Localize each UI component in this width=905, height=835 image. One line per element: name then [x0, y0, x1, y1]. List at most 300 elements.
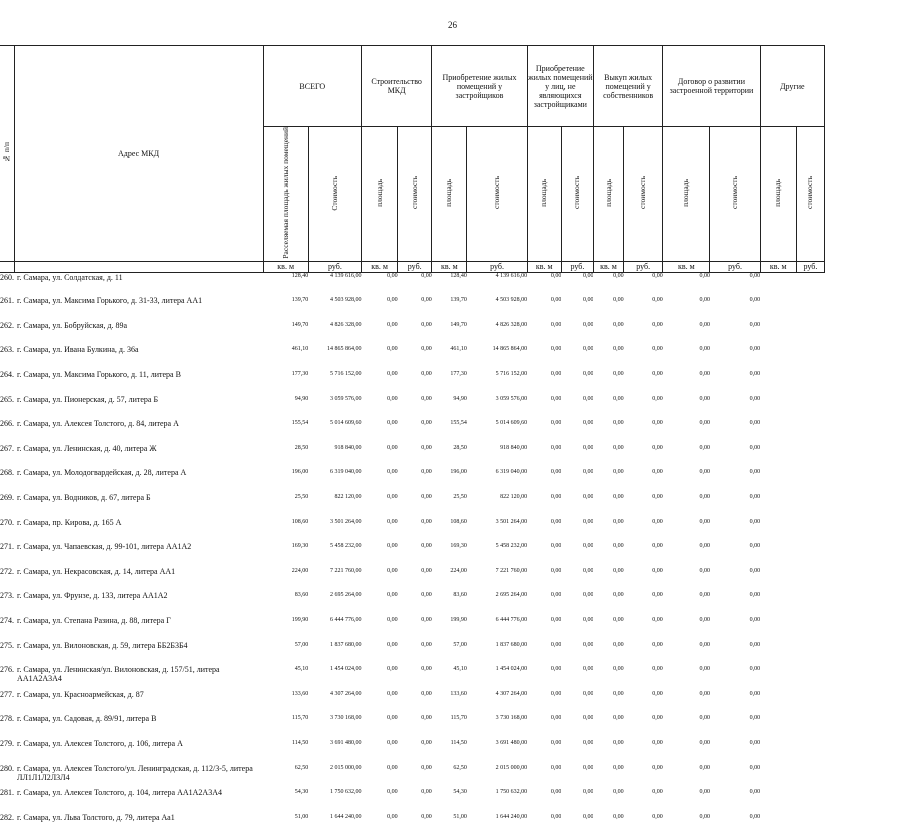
row-value: 0,00: [699, 567, 710, 574]
row-value: 0,00: [421, 543, 432, 550]
row-value: 0,00: [749, 739, 761, 746]
row-value: 0,00: [652, 690, 663, 697]
row-value: 0,00: [550, 469, 562, 476]
row-address: г. Самара, ул. Фрунзе, д. 133, литера АА1А2: [17, 591, 168, 601]
row-value: 0,00: [613, 641, 624, 648]
row-value: 2 015 000,00: [330, 764, 362, 771]
table-row: [0, 368, 825, 393]
header-development-contract: Договор о развитии застроенной территории: [663, 46, 760, 127]
row-value: 0,00: [699, 641, 710, 648]
row-value-empty: [796, 639, 824, 664]
row-value: 0,00: [749, 616, 761, 623]
unit-sqm: кв. м: [760, 261, 796, 272]
row-value: 2 695 264,00: [495, 592, 528, 599]
sub-cost: стоимость: [710, 127, 760, 262]
row-value: 0,00: [613, 666, 624, 673]
row-value: 199,90: [291, 616, 309, 623]
row-value-empty: [760, 319, 796, 344]
row-value: 0,00: [582, 641, 594, 648]
row-value: 0,00: [550, 764, 562, 771]
row-value-empty: [796, 272, 824, 294]
row-address: г. Самара, ул. Красноармейская, д. 87: [17, 689, 144, 699]
row-value-empty: [760, 565, 796, 590]
row-value: 918 840,00: [500, 444, 528, 451]
row-value: 0,00: [550, 543, 562, 550]
unit-rub: руб.: [398, 261, 432, 272]
row-value: 461,10: [291, 346, 309, 353]
row-value: 0,00: [421, 518, 432, 525]
row-number: 263.: [0, 345, 14, 355]
row-value-empty: [796, 712, 824, 737]
row-number: 269.: [0, 492, 14, 502]
row-value: 0,00: [550, 666, 562, 673]
row-value: 0,00: [749, 346, 761, 353]
row-value-empty: [760, 294, 796, 319]
row-value: 224,00: [450, 567, 467, 574]
row-value: 45,10: [294, 666, 309, 673]
row-value: 0,00: [699, 616, 710, 623]
unit-rub: руб.: [624, 261, 663, 272]
row-value: 0,00: [613, 789, 624, 796]
row-value-empty: [760, 540, 796, 565]
unit-sqm: кв. м: [362, 261, 398, 272]
row-value: 83,60: [453, 592, 467, 599]
row-value: 133,60: [291, 690, 309, 697]
row-value: 0,00: [387, 813, 398, 820]
row-value-empty: [760, 272, 796, 294]
sub-cost: стоимость: [398, 127, 432, 262]
header-purchase-non-developers: Приобретение жилых помещений у лиц, не являющихся застройщиками: [527, 46, 593, 127]
row-value: 0,00: [387, 666, 398, 673]
row-value: 3 501 264,00: [495, 518, 528, 525]
row-address: г. Самара, ул. Ленинская, д. 40, литера Ж: [17, 443, 157, 453]
row-value: 115,70: [450, 715, 467, 722]
row-number: 280.: [0, 763, 14, 773]
row-value: 0,00: [652, 518, 663, 525]
row-value: 0,00: [749, 518, 761, 525]
row-value: 128,40: [450, 272, 467, 279]
row-value: 0,00: [582, 666, 594, 673]
row-value: 0,00: [699, 371, 710, 377]
row-value-empty: [760, 614, 796, 639]
row-value: 0,00: [387, 715, 398, 722]
row-address: г. Самара, ул. Максима Горького, д. 31-33, литера АА1: [17, 296, 203, 306]
row-value: 461,10: [450, 346, 467, 353]
row-value: 51,00: [294, 813, 309, 820]
row-address: г. Самара, ул. Алексея Толстого, д. 84, литера А: [17, 419, 179, 429]
row-value: 133,60: [450, 690, 467, 697]
row-value: 0,00: [421, 493, 432, 500]
row-value: 45,10: [453, 666, 467, 673]
row-value: 0,00: [421, 666, 432, 673]
header-construction: Строительство МКД: [362, 46, 432, 127]
sub-area: площадь: [362, 127, 398, 262]
row-value: 0,00: [582, 764, 594, 771]
row-value: 0,00: [550, 444, 562, 451]
row-value: 0,00: [699, 715, 710, 722]
row-value: 0,00: [613, 321, 624, 328]
row-value: 0,00: [387, 518, 398, 525]
row-number: 260.: [0, 272, 14, 282]
row-value: 0,00: [613, 739, 624, 746]
row-value: 94,90: [453, 395, 467, 402]
row-value: 177,30: [291, 371, 309, 377]
row-value: 0,00: [387, 690, 398, 697]
row-value: 169,30: [450, 543, 467, 550]
row-value: 0,00: [749, 690, 761, 697]
row-value: 4 139 616,00: [495, 272, 528, 279]
sub-cost: стоимость: [796, 127, 824, 262]
row-value: 0,00: [582, 690, 594, 697]
row-value: 0,00: [699, 346, 710, 353]
row-address: г. Самара, ул. Алексея Толстого, д. 106, литера А: [17, 738, 183, 748]
row-value: 114,50: [450, 739, 467, 746]
row-value: 0,00: [550, 420, 562, 427]
sub-cost: Стоимость: [308, 127, 361, 262]
row-value: 0,00: [613, 469, 624, 476]
row-value: 918 840,00: [334, 444, 362, 451]
row-value-empty: [796, 417, 824, 442]
row-value: 0,00: [421, 592, 432, 599]
row-address: г. Самара, ул. Льва Толстого, д. 79, литера Аа1: [17, 812, 175, 822]
row-number: 268.: [0, 468, 14, 478]
row-value: 5 458 232,00: [330, 543, 362, 550]
row-value: 0,00: [699, 764, 710, 771]
row-value-empty: [760, 343, 796, 368]
row-value: 0,00: [421, 813, 432, 820]
row-value: 0,00: [749, 789, 761, 796]
row-address: г. Самара, ул. Некрасовская, д. 14, литера АА1: [17, 566, 176, 576]
row-value-empty: [760, 737, 796, 762]
row-value: 0,00: [550, 690, 562, 697]
row-value-empty: [760, 712, 796, 737]
row-value: 0,00: [749, 444, 761, 451]
row-value: 7 221 760,00: [330, 567, 362, 574]
row-value: 0,00: [699, 444, 710, 451]
row-value: 0,00: [387, 321, 398, 328]
row-value: 0,00: [550, 813, 562, 820]
row-value: 0,00: [699, 395, 710, 402]
row-number: 267.: [0, 443, 14, 453]
row-value: 3 691 480,00: [495, 739, 528, 746]
row-value: 0,00: [387, 567, 398, 574]
row-value: 0,00: [421, 272, 432, 279]
row-value: 0,00: [421, 420, 432, 427]
row-number: 265.: [0, 394, 14, 404]
row-address: г. Самара, ул. Садовая, д. 89/91, литера В: [17, 714, 157, 724]
row-value-empty: [760, 491, 796, 516]
row-value: 196,00: [450, 469, 467, 476]
row-value: 6 319 040,00: [495, 469, 528, 476]
header-num: № п/п: [0, 46, 14, 262]
row-value: 0,00: [550, 395, 562, 402]
row-value: 0,00: [699, 739, 710, 746]
row-value: 1 454 024,00: [330, 666, 362, 673]
row-value: 0,00: [387, 346, 398, 353]
row-value: 0,00: [652, 641, 663, 648]
row-value-empty: [760, 786, 796, 811]
table-row: [0, 417, 825, 442]
row-value-empty: [796, 589, 824, 614]
row-number: 271.: [0, 542, 14, 552]
sub-area: площадь: [760, 127, 796, 262]
row-value: 0,00: [387, 469, 398, 476]
row-value: 0,00: [421, 395, 432, 402]
row-value: 0,00: [550, 518, 562, 525]
row-value: 0,00: [550, 641, 562, 648]
row-value: 0,00: [699, 272, 710, 279]
row-value: 0,00: [387, 641, 398, 648]
row-value: 0,00: [421, 739, 432, 746]
row-value: 0,00: [749, 567, 761, 574]
row-value-empty: [760, 811, 796, 835]
row-address: г. Самара, ул. Алексея Толстого, д. 104, литера АА1А2А3А4: [17, 788, 222, 798]
row-address: г. Самара, ул. Бобруйская, д. 89а: [17, 320, 128, 330]
row-value: 0,00: [699, 543, 710, 550]
sub-cost: стоимость: [624, 127, 663, 262]
row-value-empty: [796, 343, 824, 368]
row-value: 0,00: [550, 789, 562, 796]
row-value: 169,30: [291, 543, 309, 550]
row-value: 0,00: [749, 297, 761, 304]
row-value: 0,00: [582, 543, 594, 550]
row-value: 0,00: [652, 715, 663, 722]
table-row: [0, 565, 825, 590]
row-value: 28,50: [453, 444, 467, 451]
row-value: 0,00: [387, 395, 398, 402]
row-address: г. Самара, ул. Алексея Толстого/ул. Ленинградская, д. 112/3-5, литера ЛЛ1Л1Л2Л3Л4: [17, 763, 253, 782]
sub-area: площадь: [527, 127, 561, 262]
row-value: 57,00: [294, 641, 309, 648]
row-value: 0,00: [749, 813, 761, 820]
row-value: 0,00: [749, 469, 761, 476]
row-value: 5 716 152,00: [330, 371, 362, 377]
table-row: [0, 712, 825, 737]
row-value: 0,00: [582, 469, 594, 476]
row-number: 264.: [0, 370, 14, 379]
row-value-empty: [760, 589, 796, 614]
row-value: 1 644 240,00: [330, 813, 362, 820]
row-value: 196,00: [291, 469, 309, 476]
table-body: [0, 272, 825, 835]
row-value-empty: [796, 737, 824, 762]
row-value: 4 826 328,00: [330, 321, 362, 328]
row-value: 54,30: [294, 789, 309, 796]
sub-cost: стоимость: [561, 127, 593, 262]
row-number: 270.: [0, 517, 14, 527]
row-value: 0,00: [613, 272, 624, 279]
row-value-empty: [796, 393, 824, 418]
unit-sqm: кв. м: [432, 261, 467, 272]
row-value-empty: [760, 639, 796, 664]
row-value: 0,00: [699, 518, 710, 525]
row-value: 0,00: [652, 543, 663, 550]
row-value: 0,00: [387, 543, 398, 550]
row-value-empty: [796, 294, 824, 319]
row-number: 272.: [0, 566, 14, 576]
row-value: 0,00: [421, 346, 432, 353]
row-value: 0,00: [613, 297, 624, 304]
row-value: 0,00: [550, 272, 562, 279]
row-value: 14 865 864,00: [492, 346, 528, 353]
row-value: 1 750 632,00: [495, 789, 528, 796]
row-value: 94,90: [294, 395, 309, 402]
row-value: 0,00: [550, 616, 562, 623]
row-value: 139,70: [450, 297, 467, 304]
row-address: г. Самара, ул. Чапаевская, д. 99-101, литера АА1А2: [17, 542, 192, 552]
row-value: 0,00: [613, 371, 624, 377]
row-value: 1 837 680,00: [495, 641, 528, 648]
row-value: 1 454 024,00: [495, 666, 528, 673]
row-value-empty: [796, 811, 824, 835]
row-value-empty: [760, 663, 796, 688]
row-value: 0,00: [613, 543, 624, 550]
row-number: 275.: [0, 640, 14, 650]
row-value: 0,00: [582, 420, 594, 427]
sub-area: площадь: [593, 127, 623, 262]
row-address: г. Самара, ул. Ивана Булкина, д. 36а: [17, 345, 139, 355]
row-value: 0,00: [652, 666, 663, 673]
row-number: 273.: [0, 591, 14, 601]
row-address: г. Самара, ул. Молодогвардейская, д. 28, литера А: [17, 468, 187, 478]
row-value-empty: [796, 663, 824, 688]
row-value: 3 730 168,00: [495, 715, 528, 722]
row-number: 266.: [0, 419, 14, 429]
row-value: 0,00: [652, 420, 663, 427]
row-value: 0,00: [749, 543, 761, 550]
row-address: г. Самара, ул. Степана Разина, д. 88, литера Г: [17, 615, 171, 625]
header-purchase-developers: Приобретение жилых помещений у застройщиков: [432, 46, 527, 127]
row-value: 0,00: [652, 592, 663, 599]
row-value: 0,00: [421, 567, 432, 574]
row-value: 6 319 040,00: [330, 469, 362, 476]
row-value: 0,00: [699, 420, 710, 427]
row-value: 54,30: [453, 789, 467, 796]
row-value: 0,00: [582, 567, 594, 574]
row-value: 0,00: [652, 813, 663, 820]
row-value: 3 691 480,00: [330, 739, 362, 746]
row-value: 51,00: [453, 813, 467, 820]
row-value: 0,00: [582, 272, 594, 279]
row-value: 0,00: [749, 493, 761, 500]
header-address: Адрес МКД: [14, 46, 263, 262]
row-value: 0,00: [582, 518, 594, 525]
row-value: 0,00: [613, 690, 624, 697]
row-value: 0,00: [699, 690, 710, 697]
row-value: 139,70: [291, 297, 309, 304]
row-value: 0,00: [749, 420, 761, 427]
row-value: 62,50: [453, 764, 467, 771]
unit-empty: [14, 261, 263, 272]
row-value: 0,00: [699, 493, 710, 500]
row-value: 224,00: [291, 567, 309, 574]
row-address: г. Самара, ул. Ленинская/ул. Вилоновская, д. 157/51, литера АА1А2А3А4: [17, 665, 220, 684]
row-value: 7 221 760,00: [495, 567, 528, 574]
row-value: 0,00: [652, 616, 663, 623]
row-value: 62,50: [294, 764, 309, 771]
row-value: 0,00: [550, 346, 562, 353]
unit-sqm: кв. м: [663, 261, 710, 272]
unit-rub: руб.: [710, 261, 760, 272]
table-row: [0, 442, 825, 467]
sub-area-resettled: Расселяемая площадь жилых помещений: [263, 127, 308, 262]
row-value: 0,00: [387, 764, 398, 771]
row-value-empty: [796, 491, 824, 516]
row-value: 4 307 264,00: [495, 690, 528, 697]
row-value: 0,00: [387, 592, 398, 599]
row-value: 0,00: [550, 715, 562, 722]
row-value-empty: [796, 614, 824, 639]
row-value: 0,00: [421, 444, 432, 451]
unit-rub: руб.: [561, 261, 593, 272]
row-value: 0,00: [652, 764, 663, 771]
row-value-empty: [796, 565, 824, 590]
row-value: 0,00: [749, 371, 761, 377]
row-value-empty: [760, 688, 796, 713]
row-value: 3 059 576,00: [330, 395, 362, 402]
table-row: [0, 688, 825, 713]
sub-area: площадь: [432, 127, 467, 262]
row-value: 3 501 264,00: [330, 518, 362, 525]
row-value: 3 730 168,00: [330, 715, 362, 722]
resettlement-table: [0, 45, 825, 835]
row-value: 3 059 576,00: [495, 395, 528, 402]
row-value: 0,00: [613, 616, 624, 623]
row-value: 6 444 776,00: [495, 616, 528, 623]
row-value: 128,40: [291, 272, 309, 279]
row-number: 276.: [0, 665, 14, 675]
row-number: 261.: [0, 296, 14, 306]
row-value: 155,54: [291, 420, 309, 427]
row-value: 14 865 864,00: [327, 346, 362, 353]
table-row: [0, 762, 825, 787]
row-value: 0,00: [613, 715, 624, 722]
header-total: ВСЕГО: [263, 46, 361, 127]
row-value: 28,50: [294, 444, 309, 451]
row-value: 0,00: [582, 395, 594, 402]
row-value: 5 716 152,00: [495, 371, 528, 377]
row-value: 0,00: [652, 789, 663, 796]
row-value: 0,00: [652, 272, 663, 279]
row-value: 0,00: [749, 666, 761, 673]
row-value: 57,00: [453, 641, 467, 648]
row-value: 0,00: [749, 592, 761, 599]
row-value: 83,60: [294, 592, 309, 599]
table-row: [0, 466, 825, 491]
row-value: 0,00: [652, 739, 663, 746]
row-number: 277.: [0, 689, 14, 699]
row-address: г. Самара, ул. Солдатская, д. 11: [17, 272, 123, 282]
table-row: [0, 272, 825, 294]
row-number: 282.: [0, 812, 14, 822]
row-value: 1 837 680,00: [330, 641, 362, 648]
row-value: 0,00: [749, 641, 761, 648]
row-value: 0,00: [699, 592, 710, 599]
row-value: 0,00: [699, 666, 710, 673]
row-value: 0,00: [699, 813, 710, 820]
sub-cost: стоимость: [467, 127, 527, 262]
row-address: г. Самара, ул. Максима Горького, д. 11, литера В: [17, 370, 181, 379]
row-value-empty: [796, 786, 824, 811]
row-value-empty: [796, 466, 824, 491]
row-value: 0,00: [387, 371, 398, 377]
table-row: [0, 639, 825, 664]
table-row: [0, 294, 825, 319]
table-row: [0, 614, 825, 639]
row-value: 0,00: [550, 592, 562, 599]
row-value: 0,00: [582, 444, 594, 451]
row-value: 4 503 928,00: [495, 297, 528, 304]
